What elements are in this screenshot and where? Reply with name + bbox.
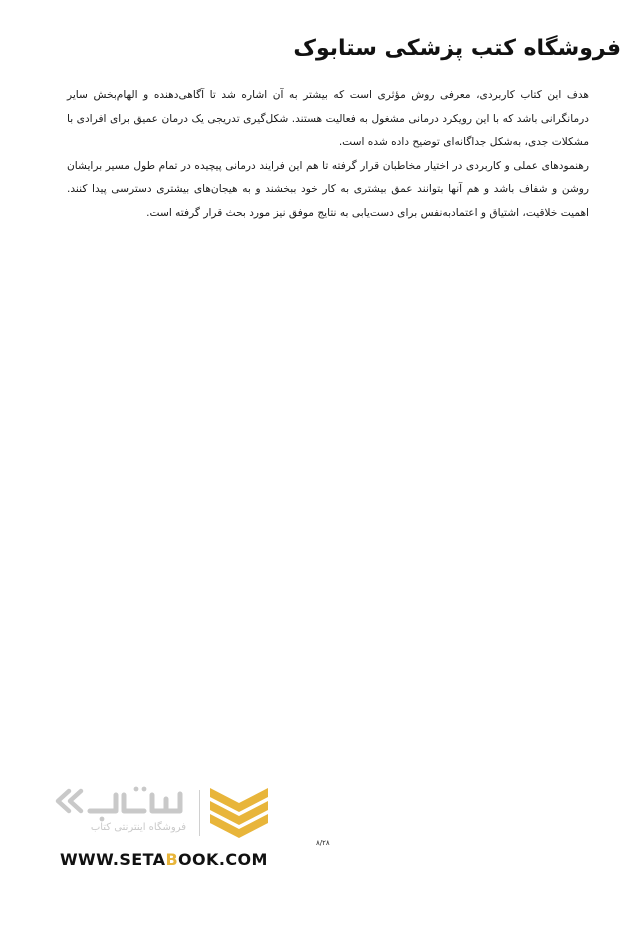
website-url-accent: B — [165, 850, 179, 869]
website-url-start: WWW.SETA — [60, 850, 166, 869]
logo-tagline: فروشگاه اینترنتی کتاب — [90, 822, 186, 833]
paragraph: رهنمودهای عملی و کاربردی در اختیار مخاطبان قرار گرفته تا هم این فرایند درمانی پیچیده در تمام طول مسیر برایشان روشن و شفاف باشد و هم آنها بتوانند عمق بیشتری به کار خود ببخشند و به هیجان‌های بیشتری دسترسی پیدا کنند. اهمیت خلاقیت، اشتیاق و اعتمادبه‌نفس برای دست‌یابی به نتایج موفق نیز مورد بحث قرار گرفته است. — [67, 159, 589, 219]
double-chevron-left-icon — [58, 791, 81, 811]
body-text — [67, 84, 589, 226]
stacked-chevrons-logo-icon — [208, 786, 270, 838]
logo-wordmark — [54, 784, 186, 824]
website-url — [60, 850, 268, 869]
logo-divider — [199, 790, 200, 836]
setabook-logo — [50, 784, 272, 838]
logo-wordmark-graphic — [54, 784, 186, 824]
paragraph: هدف این کتاب کاربردی، معرفی روش مؤثری است که بیشتر به آن اشاره شد تا آگاهی‌دهنده و الهام‌بخش سایر درمانگرانی باشد که با این رویکرد درمانی مشغول به فعالیت هستند. شکل‌گیری تدریجی یک درمان عمیق برای افرادی با مشکلات جدی، به‌شکل جداگانه‌ای توضیح داده شده است. — [67, 89, 589, 149]
page-title: فروشگاه کتب پزشکی ستابوک — [293, 36, 621, 61]
page-number: ۸/۲۸ — [316, 839, 330, 847]
website-url-end: OOK.COM — [178, 850, 268, 869]
